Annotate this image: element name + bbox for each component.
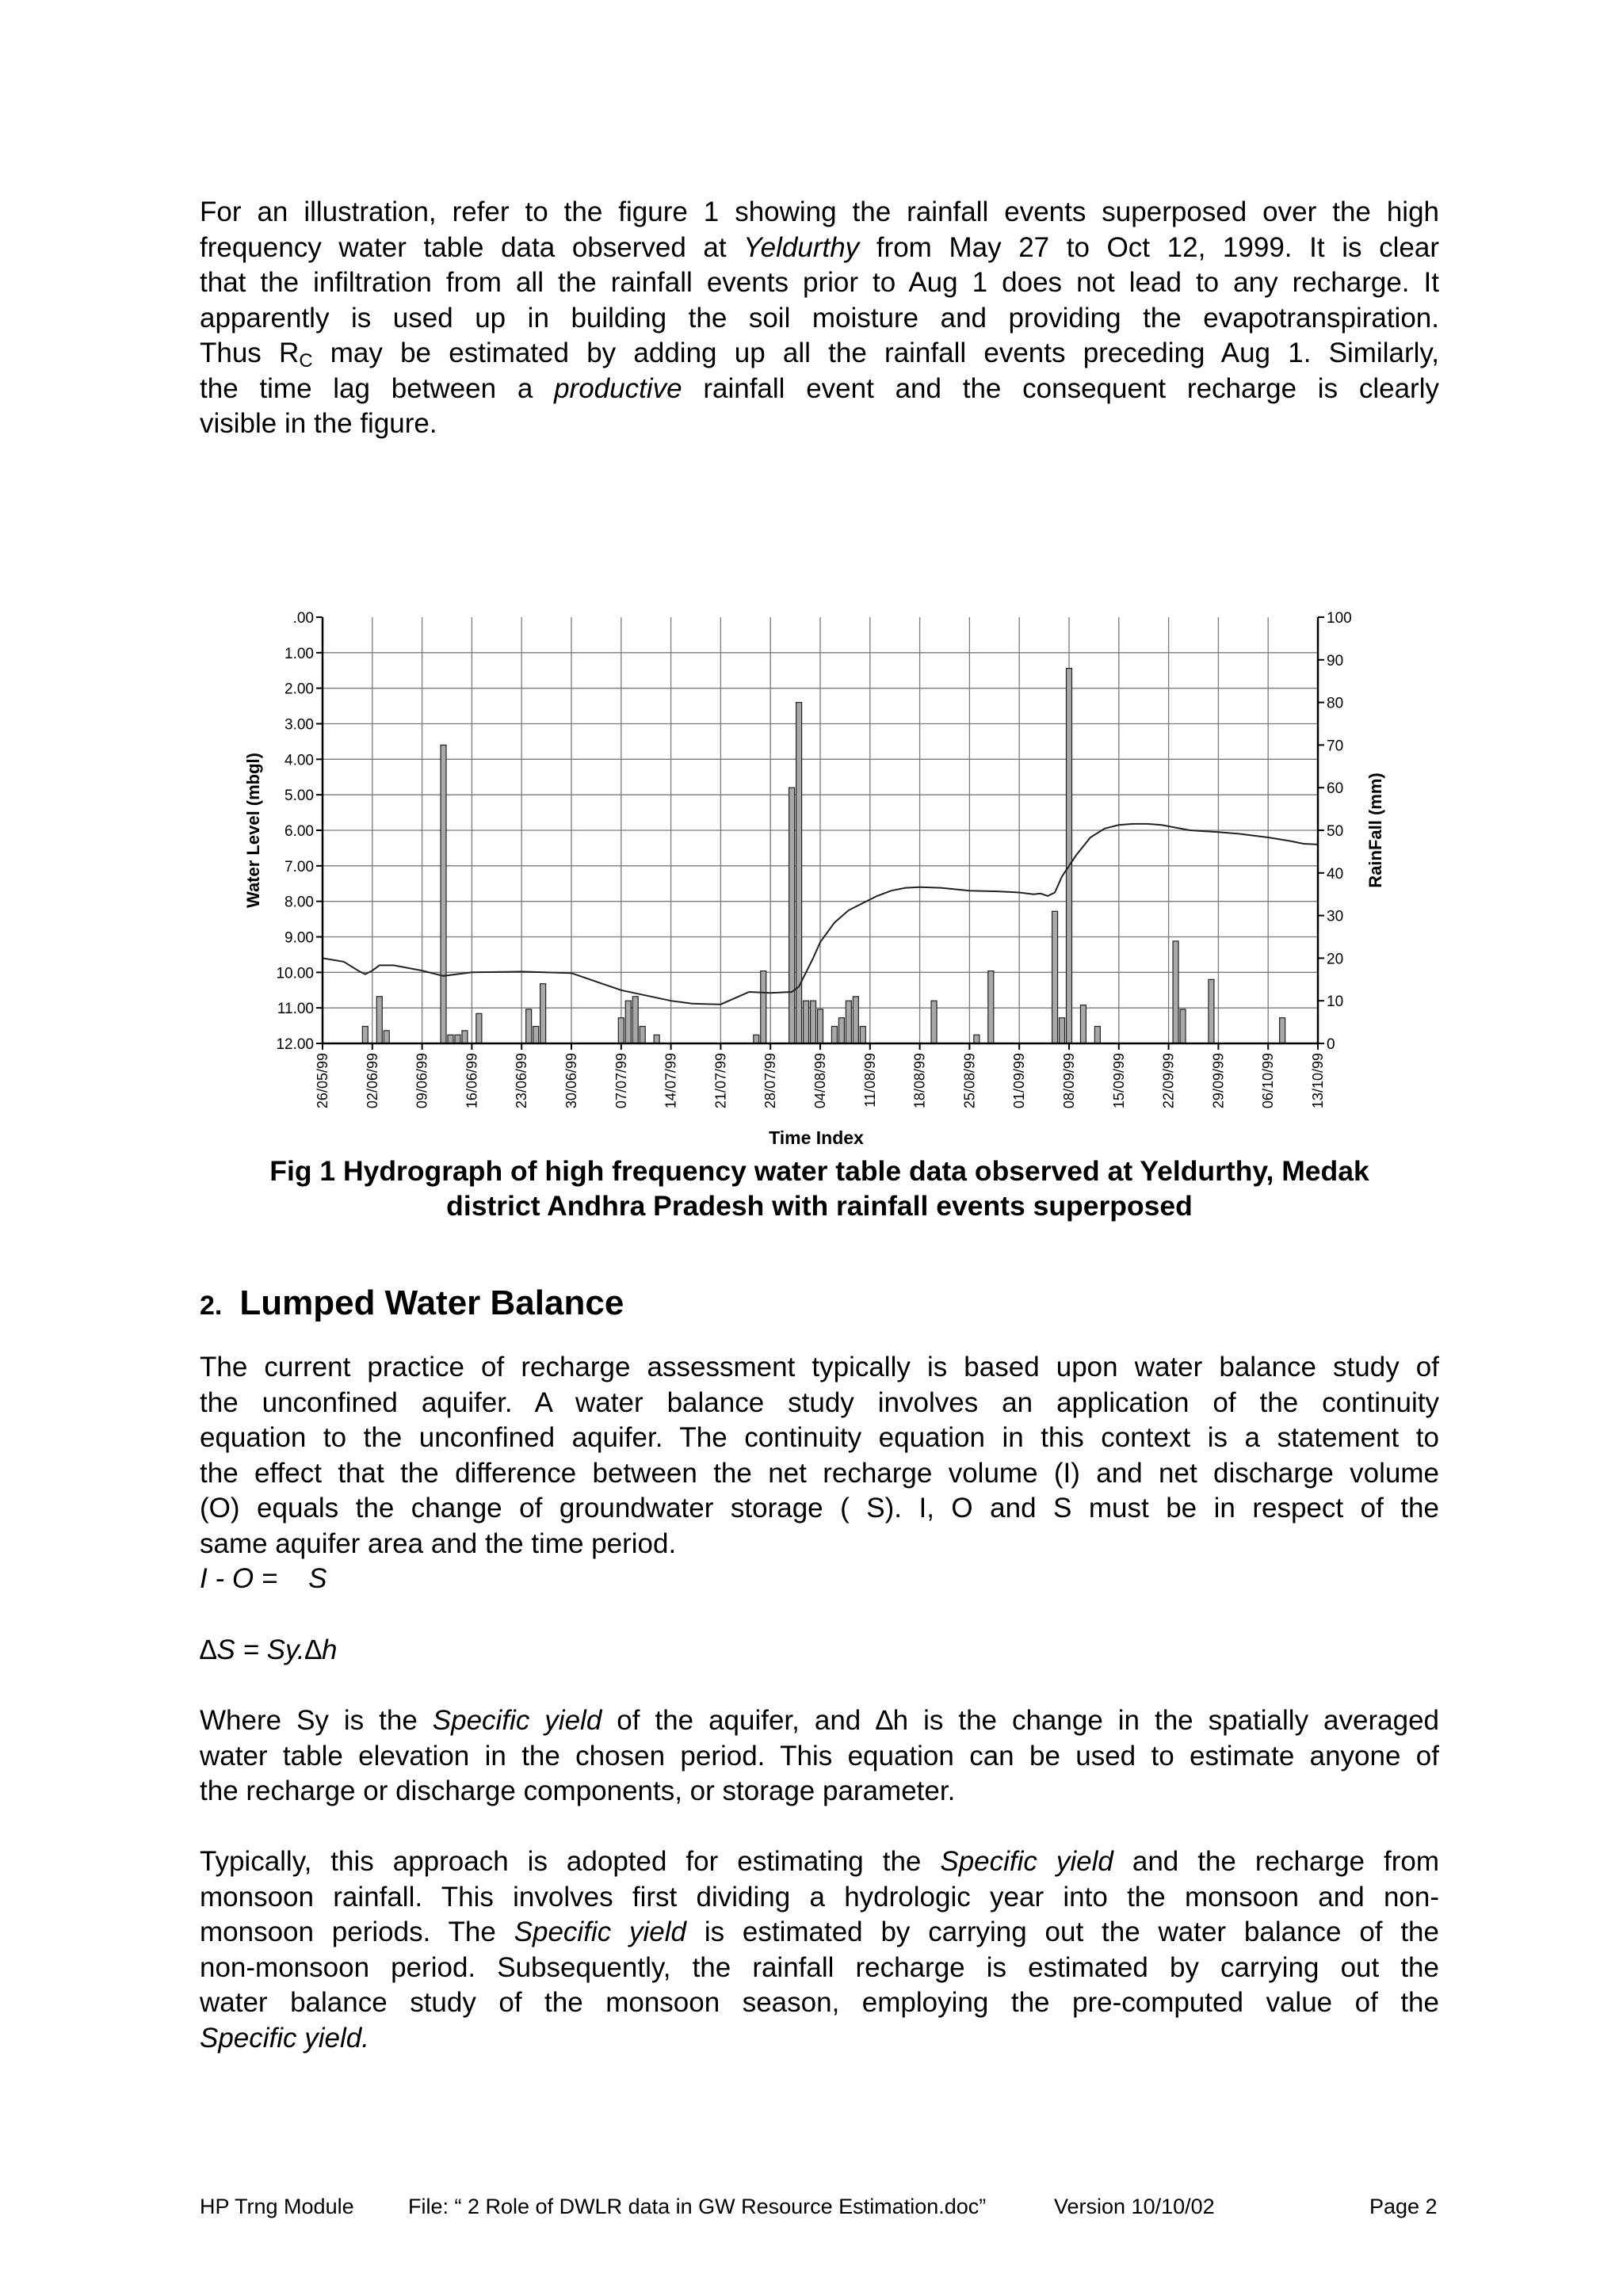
x-tick-label: 14/07/99 <box>663 1053 679 1109</box>
x-tick-label: 25/08/99 <box>961 1053 978 1109</box>
section-paragraph-1 <box>200 1350 1439 1562</box>
rainfall-bar <box>761 971 766 1043</box>
footer-page: Page 2 <box>1369 2195 1438 2218</box>
text-line: For an illustration, refer to the figure 1 showing the rainfall events superposed over the high <box>200 196 1439 227</box>
y-tick-label: 10.00 <box>276 965 314 982</box>
rainfall-bar <box>838 1018 844 1043</box>
y-tick-label: 9.00 <box>285 929 314 947</box>
text-line: Thus $R_C$ may be estimated by adding up all the rainfall events preceding Aug 1. Similarly, <box>200 338 1440 372</box>
text-line: the unconfined aquifer. A water balance study involves an application of the continuity <box>200 1386 1439 1418</box>
y-tick-label: .00 <box>292 610 314 627</box>
footer-file: File: “ 2 Role of DWLR data in GW Resource Estimation.doc” <box>408 2195 987 2218</box>
x-tick-label: 07/07/99 <box>613 1053 629 1109</box>
y-tick-label: 12.00 <box>276 1036 314 1053</box>
text-line: The current practice of recharge assessment typically is based upon water balance study of <box>200 1352 1439 1383</box>
text-line: monsoon rainfall. This involves first dividing a hydrologic year into the monsoon and non- <box>200 1881 1439 1913</box>
x-tick-label: 06/10/99 <box>1260 1053 1277 1109</box>
rainfall-bar <box>1173 941 1178 1043</box>
section-paragraph-2 <box>200 1703 1439 1810</box>
rainfall-bar <box>533 1026 539 1043</box>
y-tick-label: 11.00 <box>277 1001 314 1018</box>
x-tick-label: 23/06/99 <box>514 1053 530 1109</box>
text-line: water balance study of the monsoon season, employing the pre-computed value of the <box>200 1987 1439 2018</box>
rainfall-bar <box>1067 669 1072 1043</box>
rainfall-bar <box>448 1035 453 1043</box>
rainfall-bar <box>640 1026 645 1043</box>
y2-tick-label: 70 <box>1327 738 1344 755</box>
rainfall-bar <box>476 1013 482 1043</box>
x-axis-title: Time Index <box>769 1127 864 1148</box>
rainfall-bar <box>804 1001 809 1043</box>
x-tick-label: 21/07/99 <box>712 1053 729 1109</box>
x-tick-label: 11/08/99 <box>861 1053 878 1108</box>
footer-version: Version 10/10/02 <box>1054 2195 1215 2218</box>
text-line: (O) equals the change of groundwater storage ( S). I, O and S must be in respect of the <box>200 1493 1439 1524</box>
rainfall-bar <box>988 971 994 1043</box>
text-line: monsoon periods. The Specific yield is estimated by carrying out the water balance of the <box>200 1917 1439 1947</box>
y2-tick-label: 90 <box>1327 652 1344 669</box>
hydrograph-chart <box>230 602 1395 1161</box>
rainfall-bar <box>811 1001 816 1043</box>
rainfall-bar <box>853 997 858 1043</box>
y-tick-label: 6.00 <box>285 823 314 840</box>
text-line: Specific yield. <box>200 2022 369 2054</box>
text-line: non-monsoon period. Subsequently, the rainfall recharge is estimated by carrying out the <box>200 1951 1439 1983</box>
y2-tick-label: 10 <box>1327 994 1344 1011</box>
equation-1: I - O = S <box>200 1563 327 1594</box>
y-tick-label: 7.00 <box>285 858 314 875</box>
section-number: 2. <box>200 1291 223 1321</box>
rainfall-bar <box>1060 1018 1065 1043</box>
rainfall-bar <box>931 1001 937 1043</box>
rainfall-bar <box>654 1035 659 1043</box>
rainfall-bar <box>455 1035 460 1043</box>
text-line: frequency water table data observed at Yeldurthy from May 27 to Oct 12, 1999. It is clear <box>200 231 1439 263</box>
y-tick-label: 3.00 <box>285 716 314 734</box>
x-tick-label: 22/09/99 <box>1160 1053 1177 1109</box>
rainfall-bar <box>376 997 382 1043</box>
y2-tick-label: 80 <box>1327 695 1344 712</box>
rainfall-bar <box>618 1018 624 1043</box>
x-tick-label: 18/08/99 <box>911 1053 928 1109</box>
rainfall-bar <box>754 1035 759 1043</box>
y2-tick-label: 60 <box>1327 780 1344 798</box>
rainfall-bar <box>1094 1026 1100 1043</box>
y2-tick-label: 20 <box>1327 951 1344 968</box>
y-tick-label: 2.00 <box>285 681 314 698</box>
x-tick-label: 02/06/99 <box>364 1053 380 1109</box>
y-tick-label: 8.00 <box>285 894 314 911</box>
y-tick-label: 5.00 <box>285 788 314 805</box>
section-title: Lumped Water Balance <box>239 1283 624 1322</box>
x-tick-label: 13/10/99 <box>1310 1053 1326 1109</box>
section-paragraph-3 <box>200 1844 1439 2056</box>
rainfall-bar <box>540 984 546 1043</box>
text-line: Where Sy is the Specific yield of the aquifer, and ∆h is the change in the spatially averaged <box>200 1705 1439 1736</box>
rainfall-bar <box>789 788 795 1043</box>
rainfall-bar <box>462 1031 468 1043</box>
rainfall-bar <box>846 1001 851 1043</box>
equation-2: ∆S = Sy.∆h <box>200 1634 338 1665</box>
text-line: Typically, this approach is adopted for estimating the Specific yield and the recharge from <box>200 1846 1439 1877</box>
rainfall-bar <box>362 1026 368 1043</box>
text-line: that the infiltration from all the rainfall events prior to Aug 1 does not lead to any recharge. It <box>200 267 1439 298</box>
section-heading <box>200 1283 624 1323</box>
x-tick-label: 09/06/99 <box>414 1053 430 1109</box>
y-tick-label: 1.00 <box>285 645 314 662</box>
rainfall-bar <box>1180 1009 1186 1043</box>
rainfall-bar <box>796 703 802 1043</box>
text-line: visible in the figure. <box>200 408 437 439</box>
text-line: the time lag between a productive rainfall event and the consequent recharge is clearly <box>200 372 1439 404</box>
figure-caption-line2: district Andhra Pradesh with rainfall events superposed <box>446 1190 1193 1222</box>
x-tick-label: 26/05/99 <box>315 1053 330 1109</box>
x-tick-label: 28/07/99 <box>762 1053 779 1109</box>
rainfall-bar <box>625 1001 631 1043</box>
intro-paragraph <box>200 195 1439 442</box>
x-tick-label: 08/09/99 <box>1061 1053 1077 1109</box>
y2-axis-title: RainFall (mm) <box>1365 772 1385 888</box>
y2-tick-label: 30 <box>1327 908 1344 925</box>
rainfall-bar <box>384 1031 389 1043</box>
x-tick-label: 16/06/99 <box>464 1053 480 1109</box>
rainfall-bar <box>632 997 638 1043</box>
y-tick-label: 4.00 <box>285 752 314 769</box>
text-line: same aquifer area and the time period. <box>200 1527 677 1559</box>
text-line: the effect that the difference between the net recharge volume (I) and net discharge volume <box>200 1457 1439 1489</box>
rainfall-bar <box>441 745 446 1043</box>
text-line: apparently is used up in building the soil moisture and providing the evapotranspiration. <box>200 302 1439 334</box>
rainfall-bar <box>1280 1018 1285 1043</box>
text-line: equation to the unconfined aquifer. The continuity equation in this context is a statement to <box>200 1422 1439 1453</box>
rainfall-bar <box>1209 979 1214 1043</box>
y2-tick-label: 0 <box>1327 1036 1335 1053</box>
rainfall-bar <box>1080 1005 1086 1043</box>
text-line: the recharge or discharge components, or storage parameter. <box>200 1775 956 1806</box>
y-axis-title: Water Level (mbgl) <box>243 753 263 908</box>
rainfall-bar <box>831 1026 837 1043</box>
x-tick-label: 04/08/99 <box>812 1053 828 1109</box>
x-tick-label: 29/09/99 <box>1210 1053 1227 1109</box>
x-tick-label: 30/06/99 <box>563 1053 579 1109</box>
rainfall-bar <box>526 1009 532 1043</box>
x-tick-label: 01/09/99 <box>1011 1053 1028 1109</box>
text-line: water table elevation in the chosen period. This equation can be used to estimate anyone of <box>200 1740 1439 1772</box>
y2-tick-label: 50 <box>1327 823 1344 840</box>
x-tick-label: 15/09/99 <box>1110 1053 1127 1109</box>
rainfall-bar <box>1052 911 1058 1043</box>
y2-tick-label: 40 <box>1327 865 1344 883</box>
rainfall-bar <box>974 1035 980 1043</box>
footer-module: HP Trng Module <box>200 2195 354 2218</box>
figure-caption-line1: Fig 1 Hydrograph of high frequency water table data observed at Yeldurthy, Medak <box>269 1155 1369 1187</box>
y2-tick-label: 100 <box>1327 610 1352 627</box>
rainfall-bar <box>860 1026 865 1043</box>
rainfall-bar <box>818 1009 823 1043</box>
